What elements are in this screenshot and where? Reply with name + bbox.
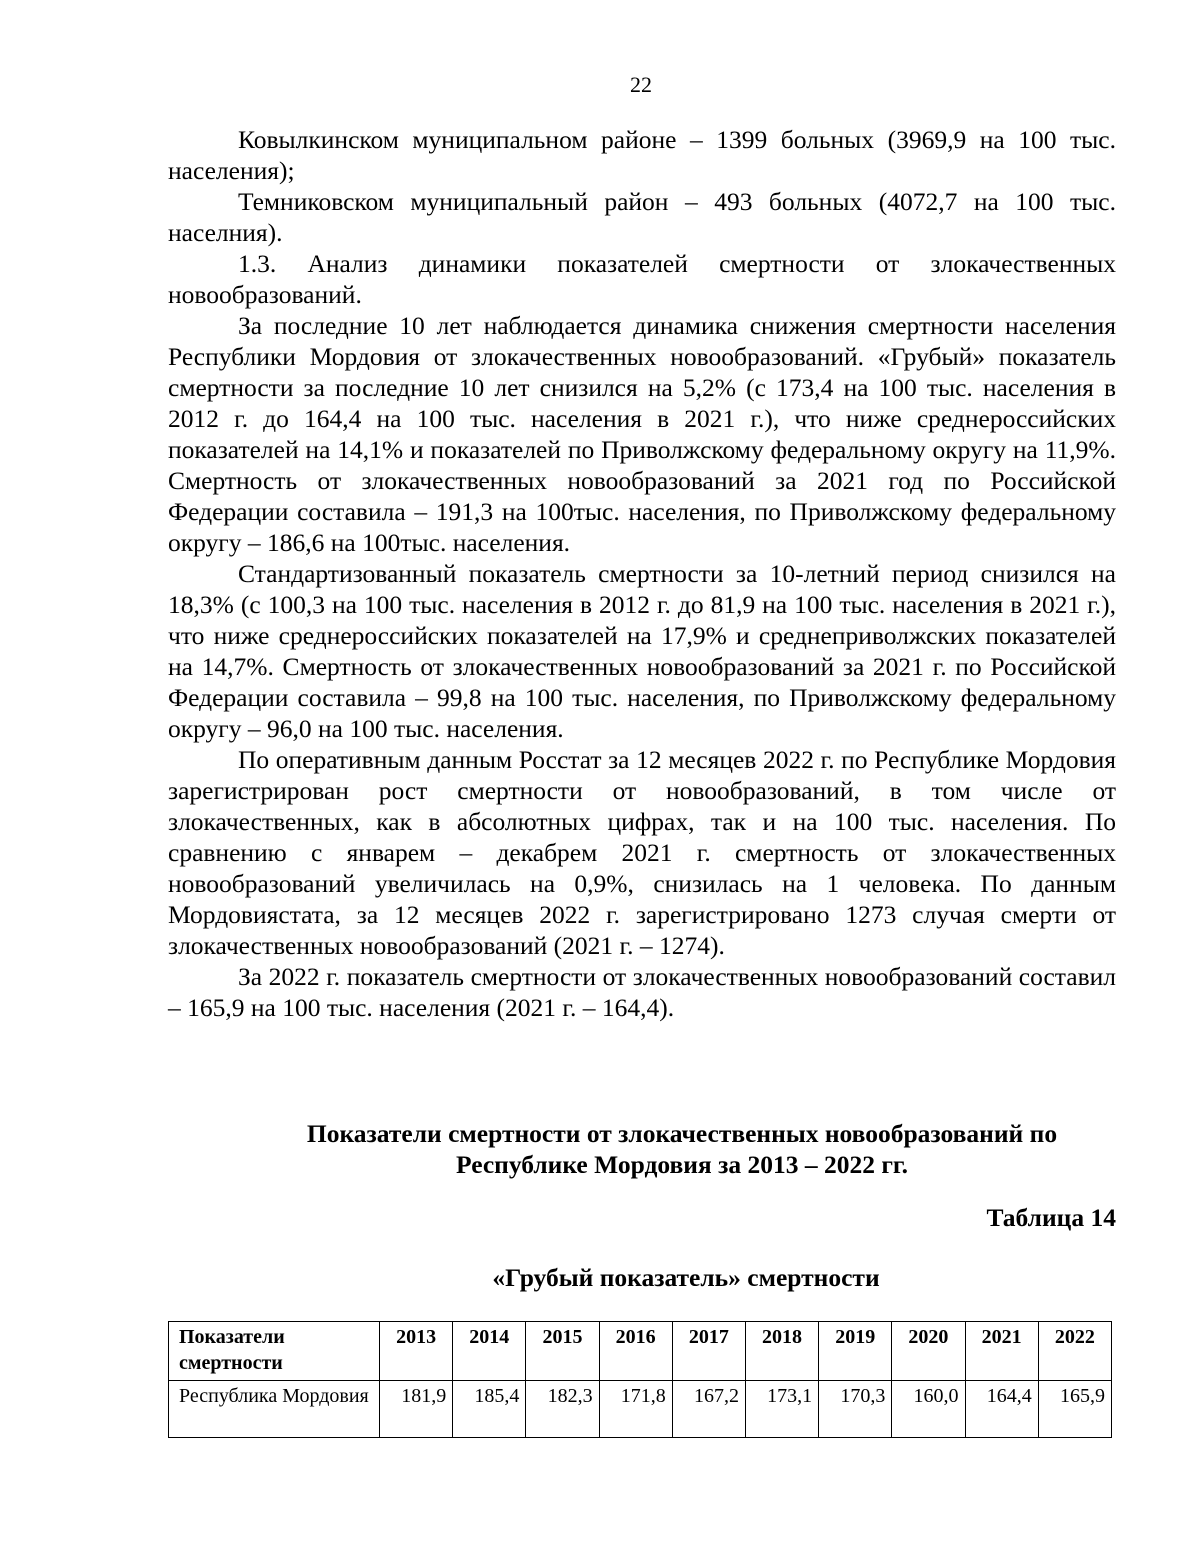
paragraph: 1.3. Анализ динамики показателей смертности от злокачественных новообразований. — [168, 249, 1116, 309]
section-caption-line: Республике Мордовия за 2013 – 2022 гг. — [455, 1150, 909, 1179]
header-cell-year: 2014 — [453, 1322, 526, 1381]
paragraph: Темниковском муниципальный район – 493 больных (4072,7 на 100 тыс. населния). — [168, 187, 1116, 247]
table-row — [169, 1381, 1112, 1438]
value-cell: 164,4 — [965, 1381, 1038, 1438]
paragraph: Ковылкинском муниципальном районе – 1399 больных (3969,9 на 100 тыс. населения); — [168, 125, 1116, 185]
value-cell: 185,4 — [453, 1381, 526, 1438]
paragraph: За 2022 г. показатель смертности от злокачественных новообразований составил – 165,9 на 100 тыс. населения (2021 г. – 164,4). — [168, 962, 1116, 1022]
header-cell-year: 2017 — [672, 1322, 745, 1381]
paragraph: Стандартизованный показатель смертности за 10-летний период снизился на 18,3% (с 100,3 на 100 тыс. населения в 2012 г. до 81,9 на 100 тыс. населения в 2021 г.), что ниже среднероссийских показателей на 17,9% и среднеприволжских показателей на 14,7%. Смертность от злокачественных новообразований за 2021 г. по Российской Федерации составила – 99,8 на 100 тыс. населения, по Приволжскому федеральному округу – 96,0 на 100 тыс. населения. — [168, 559, 1116, 743]
value-cell: 160,0 — [892, 1381, 965, 1438]
value-cell: 173,1 — [745, 1381, 818, 1438]
header-cell-year: 2013 — [380, 1322, 453, 1381]
value-cell: 181,9 — [380, 1381, 453, 1438]
header-cell-indicator: Показатели смертности — [169, 1322, 380, 1381]
value-cell: 167,2 — [672, 1381, 745, 1438]
table-number-label: Таблица 14 — [986, 1203, 1116, 1232]
section-caption-line: Показатели смертности от злокачественных новообразований по — [306, 1119, 1058, 1148]
value-cell: 165,9 — [1038, 1381, 1111, 1438]
section-caption — [168, 1118, 1196, 1180]
header-cell-year: 2018 — [745, 1322, 818, 1381]
table-header-row — [169, 1322, 1112, 1381]
value-cell: 170,3 — [819, 1381, 892, 1438]
row-label: Республика Мордовия — [169, 1381, 380, 1438]
body-text — [168, 124, 1116, 1023]
mortality-table — [168, 1321, 1112, 1438]
value-cell: 182,3 — [526, 1381, 599, 1438]
table-title: «Грубый показатель» смертности — [492, 1263, 880, 1292]
paragraph: За последние 10 лет наблюдается динамика снижения смертности населения Республики Мордовия от злокачественных новообразований. «Грубый» показатель смертности за последние 10 лет снизился на 5,2% (с 173,4 на 100 тыс. населения в 2012 г. до 164,4 на 100 тыс. населения в 2021 г.), что ниже среднероссийских показателей на 14,1% и показателей по Приволжскому федеральному округу на 11,9%. Смертность от злокачественных новообразований за 2021 год по Российской Федерации составила – 191,3 на 100тыс. населения, по Приволжскому федеральному округу – 186,6 на 100тыс. населения. — [168, 311, 1116, 557]
header-cell-year: 2016 — [599, 1322, 672, 1381]
value-cell: 171,8 — [599, 1381, 672, 1438]
header-cell-year: 2020 — [892, 1322, 965, 1381]
header-cell-year: 2022 — [1038, 1322, 1111, 1381]
header-cell-year: 2021 — [965, 1322, 1038, 1381]
header-cell-year: 2015 — [526, 1322, 599, 1381]
paragraph: По оперативным данным Росстат за 12 месяцев 2022 г. по Республике Мордовия зарегистрирован рост смертности от новообразований, в том числе от злокачественных, как в абсолютных цифрах, так и на 100 тыс. населения. По сравнению с январем – декабрем 2021 г. смертность от злокачественных новообразований увеличилась на 0,9%, снизилась на 1 человека. По данным Мордовиястата, за 12 месяцев 2022 г. зарегистрировано 1273 случая смерти от злокачественных новообразований (2021 г. – 1274). — [168, 745, 1116, 960]
page-number: 22 — [630, 72, 652, 97]
header-cell-year: 2019 — [819, 1322, 892, 1381]
